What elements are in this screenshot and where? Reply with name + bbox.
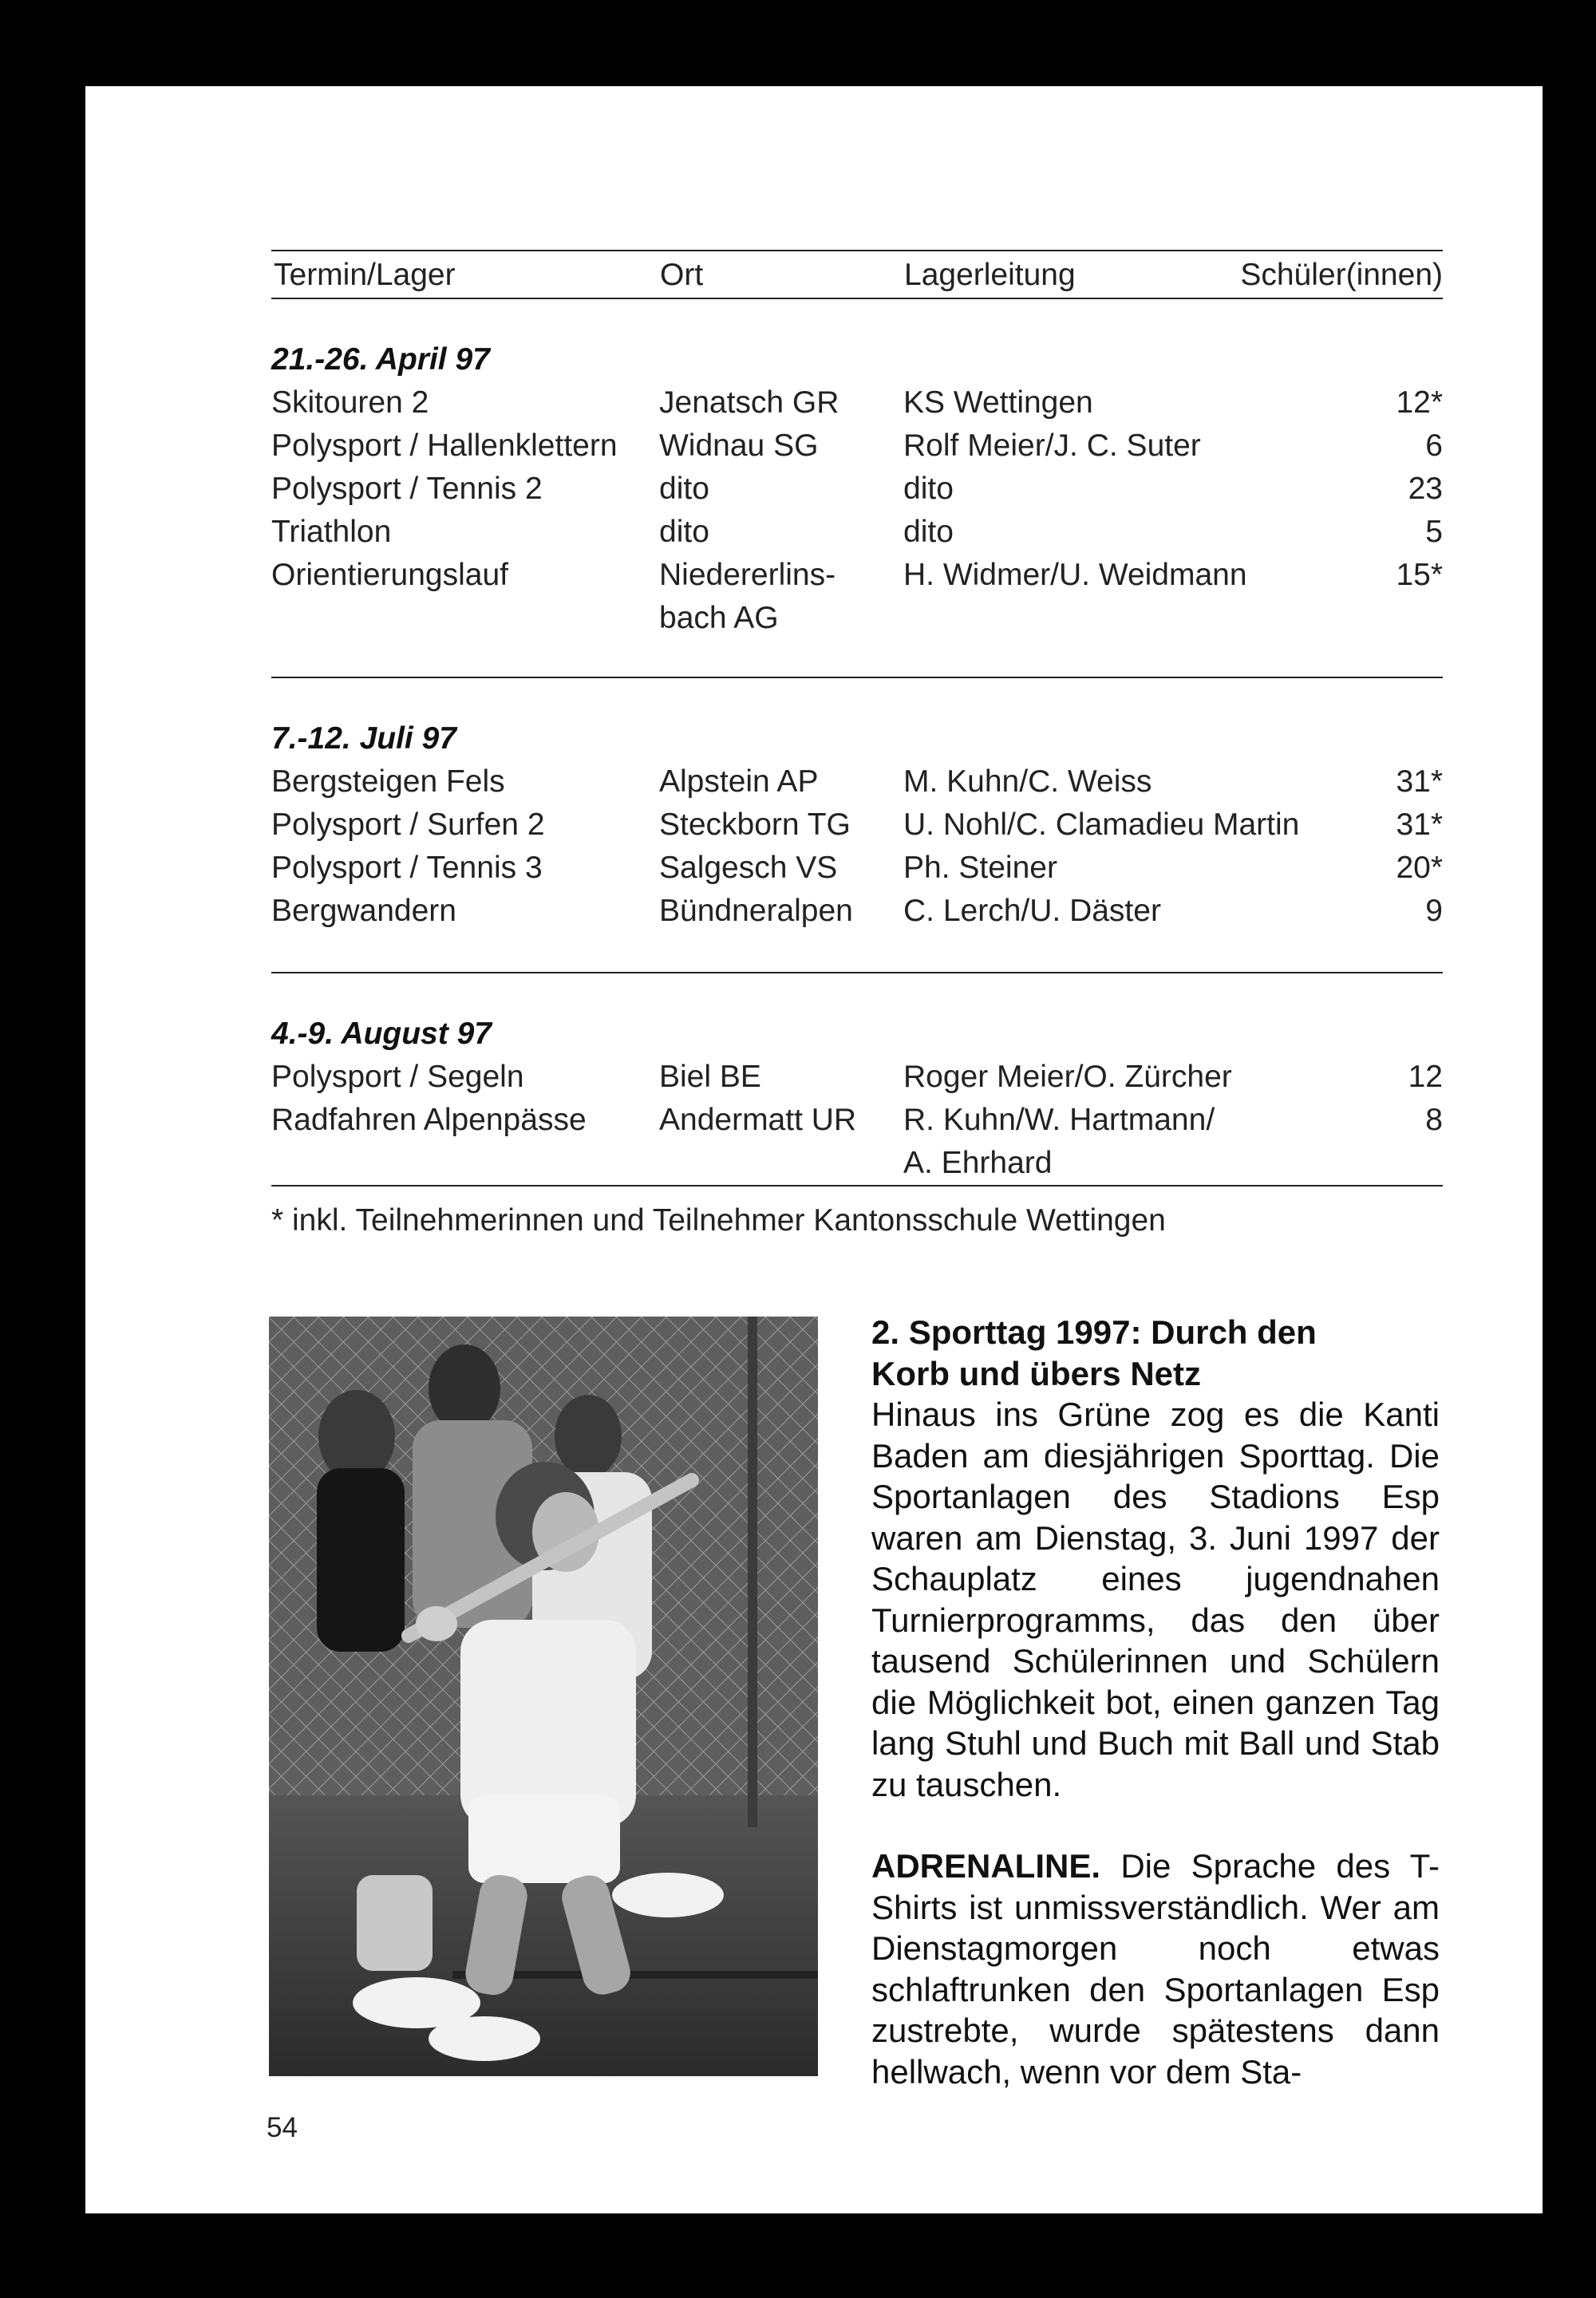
cell-count: 6 <box>1425 428 1443 463</box>
cell-leitung: U. Nohl/C. Clamadieu Martin <box>903 807 1300 842</box>
table-row <box>271 554 1443 597</box>
cell-ort: dito <box>659 472 709 506</box>
cell-lager: Polysport / Surfen 2 <box>271 807 545 842</box>
article-heading-line1: 2. Sporttag 1997: Durch den <box>871 1313 1317 1351</box>
group-rule <box>271 677 1443 678</box>
group-april <box>271 338 1443 640</box>
cell-lager: Skitouren 2 <box>271 385 429 420</box>
sport-photo <box>269 1317 818 2076</box>
cell-leitung: KS Wettingen <box>903 385 1093 420</box>
group-juli <box>271 717 1443 933</box>
table-row <box>271 804 1443 847</box>
group-rule <box>271 972 1443 973</box>
cell-ort: Niedererlins- <box>659 558 836 592</box>
cell-count: 31* <box>1396 807 1443 842</box>
cell-lager: Orientierungslauf <box>271 558 508 592</box>
cell-leitung: dito <box>903 472 954 506</box>
cell-lager: Bergwandern <box>271 894 456 928</box>
table-row <box>271 1142 1443 1185</box>
group-title: 21.-26. April 97 <box>271 342 490 377</box>
footnote: * inkl. Teilnehmerinnen und Teilnehmer Kantonsschule Wettingen <box>271 1203 1166 1238</box>
article-heading <box>871 1312 1440 1394</box>
cell-ort: Salgesch VS <box>659 851 838 885</box>
cell-leitung: M. Kuhn/C. Weiss <box>903 764 1152 799</box>
page-number: 54 <box>267 2112 298 2143</box>
table-row <box>271 468 1443 511</box>
table-top-rule <box>271 250 1443 251</box>
cell-leitung: A. Ehrhard <box>903 1146 1053 1180</box>
cell-count: 12* <box>1396 385 1443 420</box>
group-august <box>271 1013 1443 1185</box>
table-row <box>271 847 1443 890</box>
header-termin: Termin/Lager <box>274 258 456 292</box>
table-row <box>271 760 1443 804</box>
cell-lager: Bergsteigen Fels <box>271 764 505 799</box>
cell-ort: Biel BE <box>659 1060 761 1094</box>
table-row <box>271 597 1443 640</box>
table-row <box>271 1099 1443 1142</box>
article-paragraph-1: Hinaus ins Grüne zog es die Kanti Baden am diesjährigen Sporttag. Die Sportanlagen des Stadions Esp waren am Dienstag, 3. Juni 1997 der Schauplatz eines jugendnahen Turnierprogramms, das den über tausend Schülerinnen und Schülern die Möglichkeit bot, einen ganzen Tag lang Stuhl und Buch mit Ball und Stab zu tauschen. <box>871 1396 1440 1803</box>
cell-ort: bach AG <box>659 601 779 635</box>
cell-lager: Polysport / Tennis 2 <box>271 472 543 506</box>
cell-lager: Polysport / Segeln <box>271 1060 524 1094</box>
cell-leitung: Rolf Meier/J. C. Suter <box>903 428 1201 463</box>
article-paragraph-2 <box>871 1846 1440 2092</box>
cell-lager: Polysport / Hallenklettern <box>271 428 618 463</box>
table-row <box>271 890 1443 933</box>
cell-ort: Steckborn TG <box>659 807 851 842</box>
cell-leitung: dito <box>903 515 954 549</box>
cell-lager: Triathlon <box>271 515 392 549</box>
cell-count: 23 <box>1408 472 1443 506</box>
cell-ort: dito <box>659 515 709 549</box>
cell-leitung: Ph. Steiner <box>903 851 1057 885</box>
cell-count: 15* <box>1396 558 1443 592</box>
cell-leitung: Roger Meier/O. Zürcher <box>903 1060 1232 1094</box>
table-row <box>271 1056 1443 1099</box>
cell-ort: Jenatsch GR <box>659 385 839 420</box>
cell-ort: Alpstein AP <box>659 764 819 799</box>
header-schueler: Schüler(innen) <box>1240 258 1443 292</box>
cell-leitung: H. Widmer/U. Weidmann <box>903 558 1247 592</box>
cell-lager: Radfahren Alpenpässe <box>271 1103 587 1137</box>
group-title: 4.-9. August 97 <box>271 1017 492 1051</box>
group-title: 7.-12. Juli 97 <box>271 721 456 756</box>
cell-ort: Bündneralpen <box>659 894 853 928</box>
article <box>871 1312 1440 2092</box>
cell-ort: Andermatt UR <box>659 1103 857 1137</box>
cell-ort: Widnau SG <box>659 428 819 463</box>
cell-count: 31* <box>1396 764 1443 799</box>
table-bottom-rule <box>271 1185 1443 1187</box>
cell-leitung: R. Kuhn/W. Hartmann/ <box>903 1103 1215 1137</box>
article-paragraph-2-lead: ADRENALINE. <box>871 1847 1101 1885</box>
cell-lager: Polysport / Tennis 3 <box>271 851 543 885</box>
article-heading-line2: Korb und übers Netz <box>871 1354 1202 1392</box>
table-row <box>271 511 1443 554</box>
table-row <box>271 424 1443 468</box>
cell-count: 8 <box>1425 1103 1443 1137</box>
table-row <box>271 381 1443 424</box>
cell-count: 5 <box>1425 515 1443 549</box>
article-paragraph-2-text: Die Sprache des T-Shirts ist unmissverständlich. Wer am Dienstagmorgen noch etwas schlaftrunken den Sportanlagen Esp zustrebte, wurde spätestens dann hellwach, wenn vor dem Sta- <box>871 1847 1440 2091</box>
cell-leitung: C. Lerch/U. Däster <box>903 894 1161 928</box>
cell-count: 9 <box>1425 894 1443 928</box>
cell-count: 12 <box>1408 1060 1443 1094</box>
cell-count: 20* <box>1396 851 1443 885</box>
header-bottom-rule <box>271 298 1443 299</box>
header-ort: Ort <box>660 258 704 292</box>
header-lagerleitung: Lagerleitung <box>904 258 1076 292</box>
